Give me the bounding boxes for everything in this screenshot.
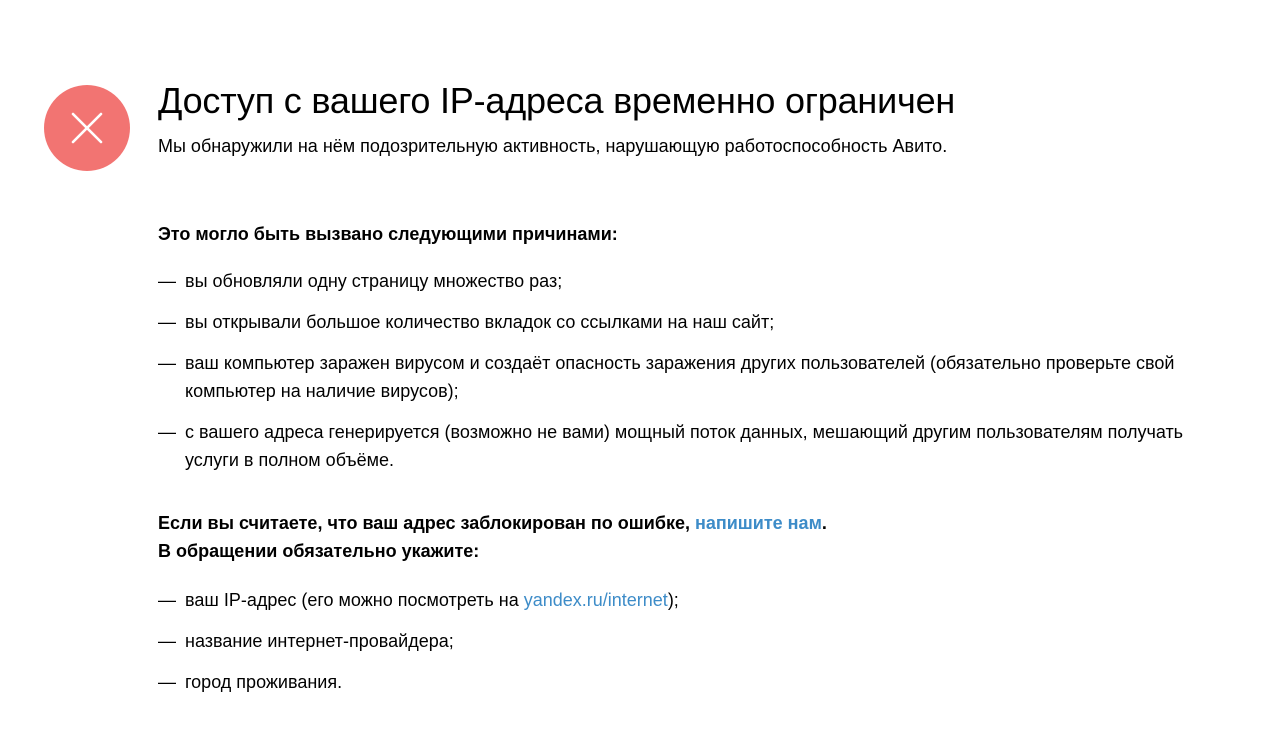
detail-ip-text: ваш IP-адрес (его можно посмотреть на xyxy=(185,590,524,610)
main-content xyxy=(158,78,1238,696)
details-list xyxy=(158,586,1238,696)
contact-block xyxy=(158,509,1238,565)
detail-item-ip xyxy=(158,586,1238,614)
reason-item xyxy=(158,418,1238,474)
reason-item xyxy=(158,349,1238,405)
list-dash: — xyxy=(158,271,176,291)
list-dash: — xyxy=(158,353,176,373)
reason-text: с вашего адреса генерируется (возможно не вами) мощный поток данных, мешающий другим пользователям получать услуги в полном объёме. xyxy=(185,422,1184,470)
reason-item xyxy=(158,308,1238,336)
yandex-internet-link[interactable]: yandex.ru/internet xyxy=(523,590,668,610)
contact-heading xyxy=(158,509,1238,537)
detail-item-city xyxy=(158,668,1238,696)
reason-text: ваш компьютер заражен вирусом и создаёт опасность заражения других пользователей (обязательно проверьте свой компьютер на наличие вирусов); xyxy=(185,353,1175,401)
detail-item-provider xyxy=(158,627,1238,655)
error-badge xyxy=(44,85,130,171)
contact-instructions: В обращении обязательно укажите: xyxy=(158,541,480,561)
list-dash: — xyxy=(158,312,176,332)
detail-ip-suffix: ); xyxy=(667,590,679,610)
detail-provider-text: название интернет-провайдера; xyxy=(185,631,454,651)
list-dash: — xyxy=(158,631,176,651)
reason-text: вы обновляли одну страницу множество раз; xyxy=(185,271,563,291)
list-dash: — xyxy=(158,422,176,442)
contact-period: . xyxy=(821,513,827,533)
page-subtitle: Мы обнаружили на нём подозрительную активность, нарушающую работоспособность Авито. xyxy=(158,136,948,156)
reason-text: вы открывали большое количество вкладок со ссылками на наш сайт; xyxy=(185,312,775,332)
contact-text: Если вы считаете, что ваш адрес заблокирован по ошибке, xyxy=(158,513,695,533)
close-icon xyxy=(44,85,130,171)
reasons-heading: Это могло быть вызвано следующими причинами: xyxy=(158,224,618,244)
detail-city-text: город проживания. xyxy=(185,672,343,692)
list-dash: — xyxy=(158,672,176,692)
page-title: Доступ с вашего IP-адреса временно ограничен xyxy=(158,80,956,121)
list-dash: — xyxy=(158,590,176,610)
reasons-list xyxy=(158,267,1238,474)
reason-item xyxy=(158,267,1238,295)
write-to-us-link[interactable]: напишите нам xyxy=(694,513,822,533)
